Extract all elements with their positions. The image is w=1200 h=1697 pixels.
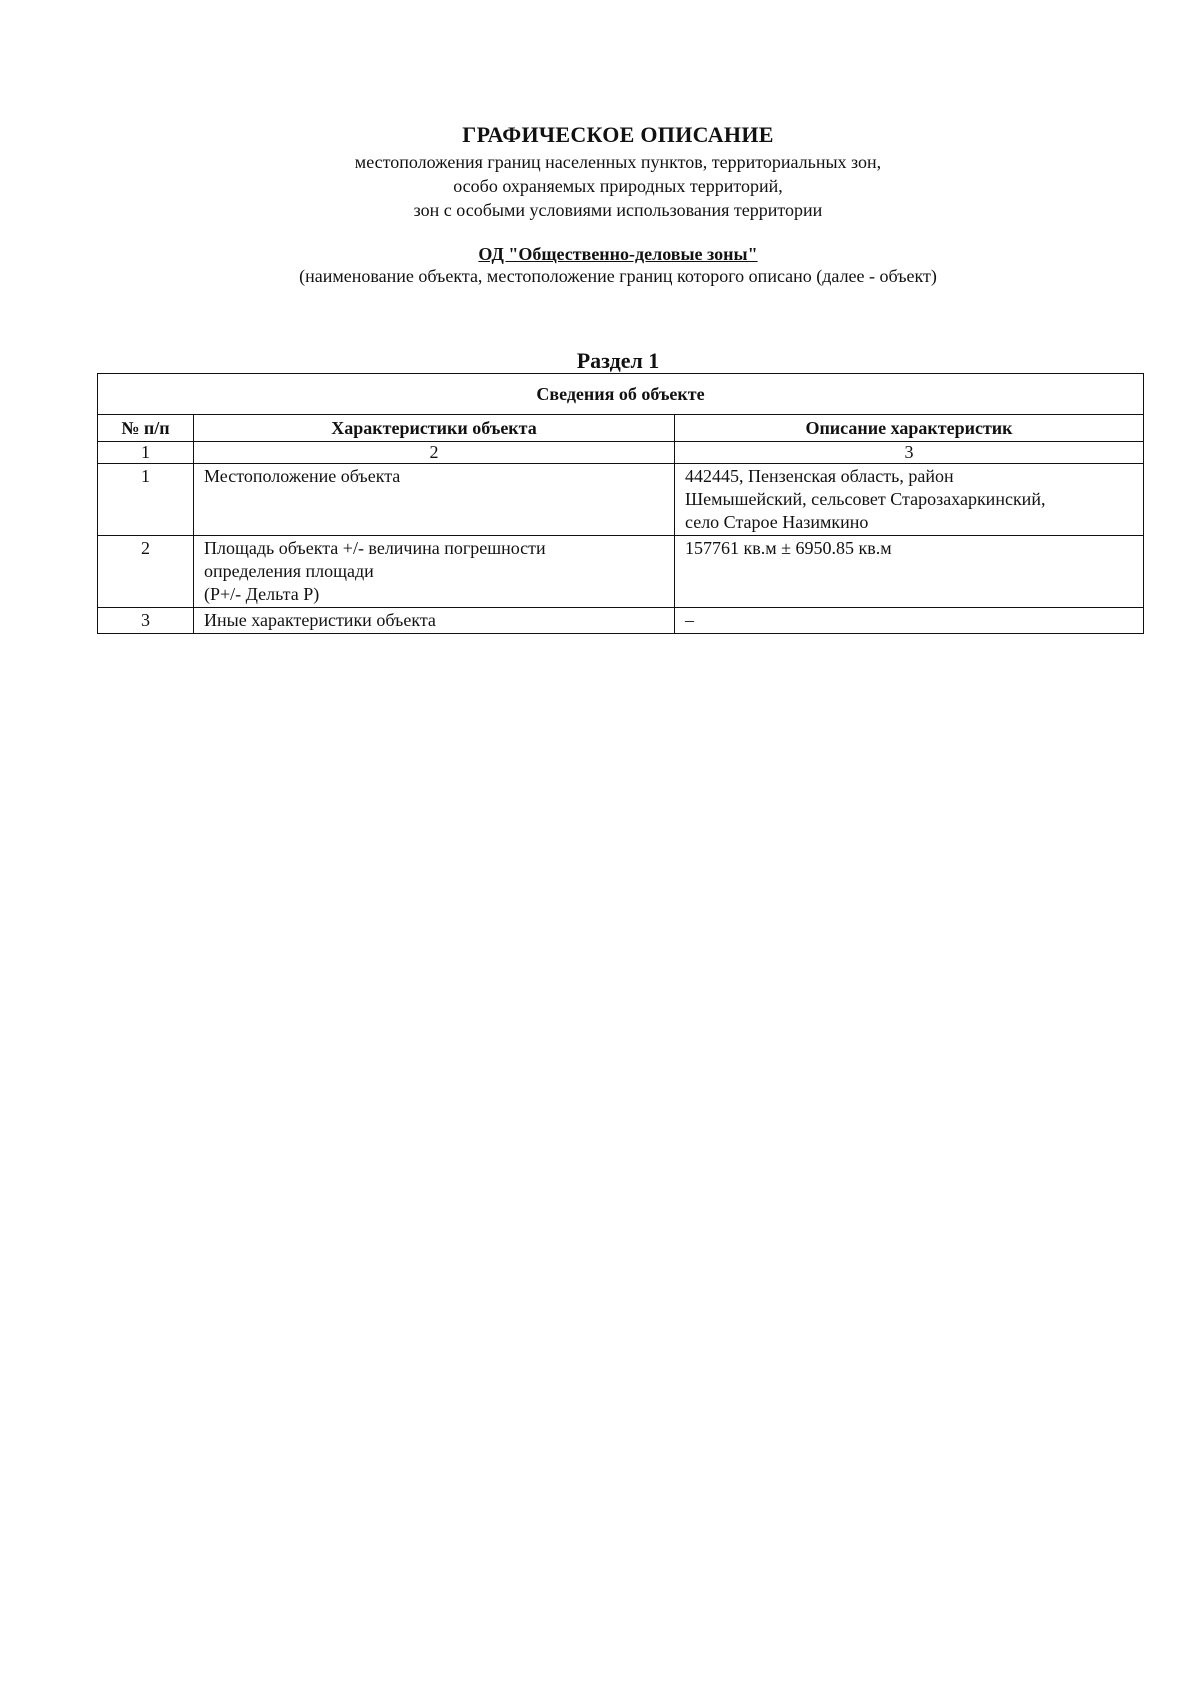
table-caption: Сведения об объекте xyxy=(98,374,1144,415)
column-number: 1 xyxy=(98,442,194,464)
table-header-row xyxy=(98,415,1144,442)
column-number: 2 xyxy=(194,442,675,464)
subtitle-line: особо охраняемых природных территорий, xyxy=(453,176,783,196)
cell-line: Иные характеристики объекта xyxy=(204,610,436,630)
row-number: 3 xyxy=(98,608,194,634)
table-caption-row xyxy=(98,374,1144,415)
row-description xyxy=(675,464,1144,536)
document-title: ГРАФИЧЕСКОЕ ОПИСАНИЕ xyxy=(462,122,774,147)
row-number: 1 xyxy=(98,464,194,536)
table-row xyxy=(98,536,1144,608)
document-subtitle xyxy=(0,150,1200,222)
column-header-description: Описание характеристик xyxy=(675,415,1144,442)
row-description xyxy=(675,536,1144,608)
cell-line: (Р+/- Дельта Р) xyxy=(204,584,320,604)
row-characteristic xyxy=(194,608,675,634)
row-characteristic xyxy=(194,536,675,608)
table-row xyxy=(98,608,1144,634)
cell-line: Шемышейский, сельсовет Старозахаркинский, xyxy=(685,489,1046,509)
object-caption: (наименование объекта, местоположение границ которого описано (далее - объект) xyxy=(299,266,937,286)
cell-line: определения площади xyxy=(204,561,374,581)
cell-line: – xyxy=(685,610,694,630)
cell-line: Площадь объекта +/- величина погрешности xyxy=(204,538,546,558)
subtitle-line: местоположения границ населенных пунктов, территориальных зон, xyxy=(354,152,882,172)
table-row xyxy=(98,464,1144,536)
subtitle-line: зон с особыми условиями использования территории xyxy=(413,200,823,220)
row-number: 2 xyxy=(98,536,194,608)
row-description xyxy=(675,608,1144,634)
cell-line: 157761 кв.м ± 6950.85 кв.м xyxy=(685,538,892,558)
cell-line: 442445, Пензенская область, район xyxy=(685,466,954,486)
object-info-table xyxy=(97,373,1144,634)
row-characteristic xyxy=(194,464,675,536)
column-header-number: № п/п xyxy=(98,415,194,442)
cell-line: Местоположение объекта xyxy=(204,466,401,486)
cell-line: село Старое Назимкино xyxy=(685,512,869,532)
column-number-row xyxy=(98,442,1144,464)
column-header-characteristic: Характеристики объекта xyxy=(194,415,675,442)
column-number: 3 xyxy=(675,442,1144,464)
section-title: Раздел 1 xyxy=(576,348,660,373)
object-name: ОД "Общественно-деловые зоны" xyxy=(478,244,758,264)
